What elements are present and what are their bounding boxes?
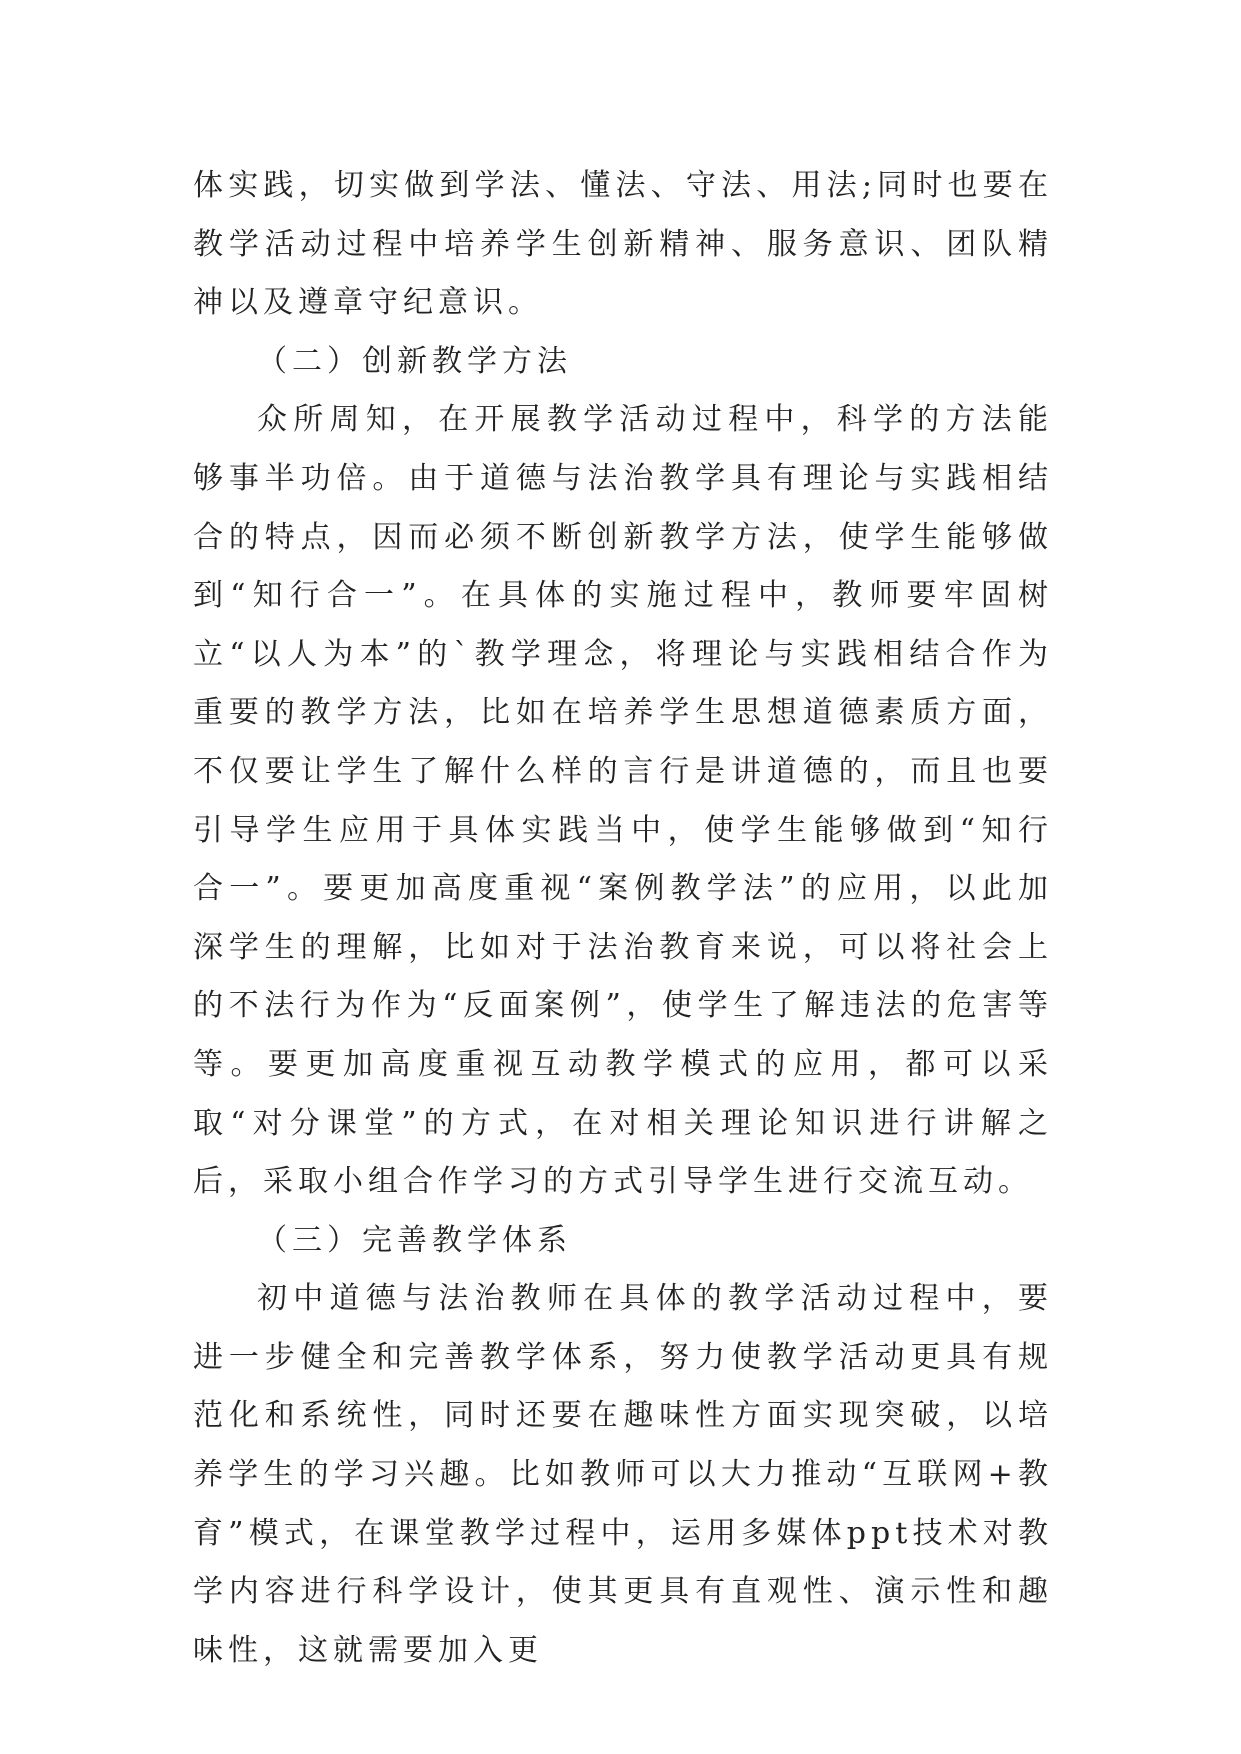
section-heading-2: （二）创新教学方法: [257, 343, 572, 379]
document-page: [193, 157, 1053, 1680]
paragraph-teaching-system: 初中道德与法治教师在具体的教学活动过程中，要进一步健全和完善教学体系，努力使教学活动更具有规范化和系统性，同时还要在趣味性方面实现突破，以培养学生的学习兴趣。比如教师可以大力推动“互联网+教育”模式，在课堂教学过程中，运用多媒体ppt技术对教学内容进行科学设计，使其更具有直观性、演示性和趣味性，这就需要加入更: [193, 1281, 1053, 1668]
paragraph-continuation: 体实践，切实做到学法、懂法、守法、用法;同时也要在教学活动过程中培养学生创新精神、服务意识、团队精神以及遵章守纪意识。: [193, 168, 1053, 321]
paragraph-teaching-methods: 众所周知，在开展教学活动过程中，科学的方法能够事半功倍。由于道德与法治教学具有理论与实践相结合的特点，因而必须不断创新教学方法，使学生能够做到“知行合一”。在具体的实施过程中，教师要牢固树立“以人为本”的`教学理念，将理论与实践相结合作为重要的教学方法，比如在培养学生思想道德素质方面，不仅要让学生了解什么样的言行是讲道德的，而且也要引导学生应用于具体实践当中，使学生能够做到“知行合一”。要更加高度重视“案例教学法”的应用，以此加深学生的理解，比如对于法治教育来说，可以将社会上的不法行为作为“反面案例”，使学生了解违法的危害等等。要更加高度重视互动教学模式的应用，都可以采取“对分课堂”的方式，在对相关理论知识进行讲解之后，采取小组合作学习的方式引导学生进行交流互动。: [193, 402, 1053, 1200]
section-heading-3: （三）完善教学体系: [257, 1222, 572, 1258]
